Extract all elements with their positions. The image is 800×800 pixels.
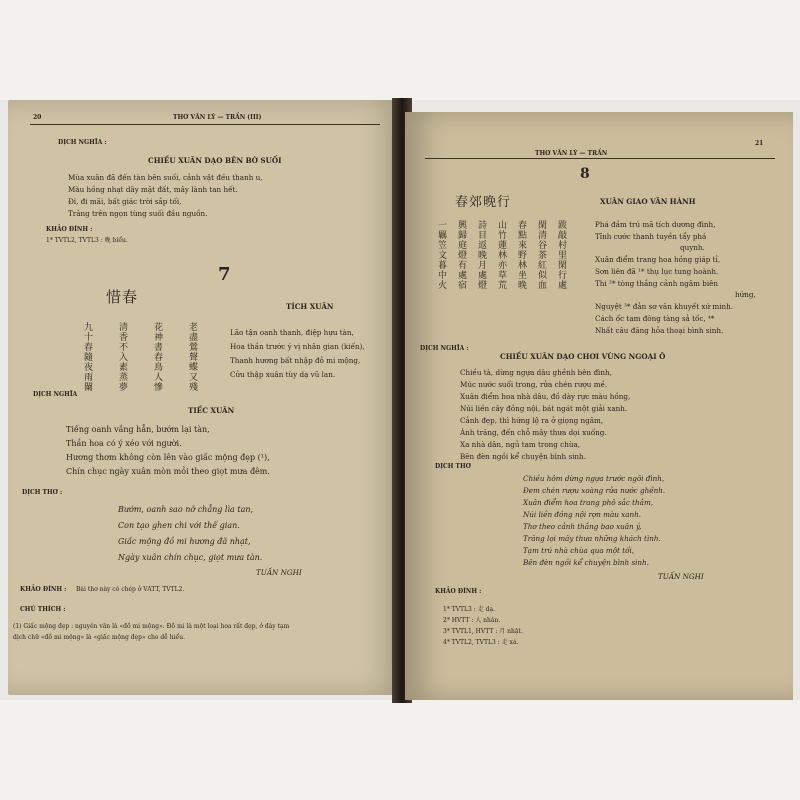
right-poem-line: Xuân điểm hoa nhà dâu, đồ dày rực màu hồng, (460, 392, 631, 401)
poem1-line: Đi, đi mãi, bất giác trời sắp tối, (68, 197, 182, 206)
right-tho-line: Tạm trú nhà chùa qua một tối, (523, 546, 635, 555)
right-reading-line: Sơn liên đã ¹* thụ lục tung hoành. (595, 267, 719, 276)
right-reading-line: quynh. (680, 243, 705, 252)
right-tho-line: Trăng lọi mây thưa những khách tình. (523, 534, 661, 543)
han-column: 九十春隨夜雨闌 (82, 322, 92, 392)
reading-line: Lão tận oanh thanh, điệp hựu tàn, (230, 328, 354, 337)
right-poem-line: Núi liền cây đồng nội, bát ngát một giải xanh. (460, 404, 628, 413)
section-number-7: 7 (218, 264, 231, 285)
right-poem-line: Ánh trăng, đến chỗ mây thưa dọi xuống. (460, 428, 607, 437)
khao-dinh-label-2: KHẢO ĐÍNH : (20, 586, 67, 593)
poem2-line: Thần hoa có ý xéo với người. (66, 439, 182, 448)
right-header-rule (425, 158, 775, 159)
right-note: 4* TVTL2, TVTL3 : 走 xá. (443, 639, 519, 646)
poem1-line: Màu hồng nhạt dãy mặt đất, mây lành tan hết. (68, 185, 238, 194)
right-page (405, 112, 793, 700)
khao-dinh-text: Bài thơ này có chép ở VATT, TVTL2. (76, 586, 185, 593)
background-bottom (0, 700, 800, 800)
right-viet-title: XUÂN GIAO VÃN HÀNH (600, 197, 696, 206)
translator: TUẤN NGHI (256, 568, 302, 577)
right-han-column: 一羈笠文暮中火 (436, 220, 446, 290)
right-tho-line: Đem chén rượu xoàng rửa nước ghềnh. (523, 486, 666, 495)
right-tho-line: Xuân điểm hoa trang phô sắc thắm, (523, 498, 654, 507)
reading-line: Thanh hương bất nhập đỏ mi mộng, (230, 356, 361, 365)
left-header-rule (30, 124, 380, 125)
han-column: 清香不入素蒸夢 (117, 322, 127, 392)
right-han-column: 詩目返晚月處燈 (476, 220, 486, 290)
right-reading-line: Phá đầm trú mã tích dương đình, (595, 220, 716, 229)
dich-nghia-label-2: DỊCH NGHĨA (33, 391, 78, 398)
right-tho-line: Bên đèn ngồi kể chuyện bình sinh. (523, 558, 649, 567)
right-tho-line: Thơ theo cảnh thắng bao xuân ý, (523, 522, 642, 531)
right-poem-line: Múc nước suối trong, rửa chén rượu mề. (460, 380, 608, 389)
right-khao-dinh-label: KHẢO ĐÍNH : (435, 588, 482, 595)
right-page-header: THƠ VĂN LÝ — TRẦN (535, 150, 608, 157)
right-poem-title: CHIỀU XUÂN DẠO CHƠI VÙNG NGOẠI Ô (500, 352, 666, 361)
poem1-line: Mùa xuân đã đến tàn bên suối, cảnh vật đều thanh u, (68, 173, 263, 182)
right-han-column: 春點來野林坐晚 (516, 220, 526, 290)
right-han-column: 閑清谷茶紅似血 (536, 220, 546, 290)
footnote-line: dịch chữ «đồ mi mộng» là «giấc mộng đẹp» cho dễ hiểu. (13, 634, 186, 641)
reading-line: Hoa thần trước ý vị nhân gian (kiến), (230, 342, 365, 351)
chu-thich-label: CHÚ THÍCH : (20, 606, 66, 613)
tho-line: Con tạo ghen chi với thế gian. (118, 521, 240, 530)
right-reading-line: Nhất câu đăng hỏa thoại bình sinh. (595, 326, 724, 335)
right-reading-line: Xuân điểm trang hoa hồng giáp tỉ, (595, 255, 721, 264)
dich-tho-label: DỊCH THƠ : (22, 489, 63, 496)
han-column: 花神書春鳥人慘 (152, 322, 162, 392)
right-page-number: 21 (755, 140, 764, 147)
right-han-column: 興歸庭燈有處宿 (456, 220, 466, 290)
poem2-line: Chín chục ngày xuân mòn mỏi theo giọt mưa đêm. (66, 467, 270, 476)
left-page-number: 20 (33, 114, 42, 121)
right-dich-nghia-label: DỊCH NGHĨA : (420, 345, 469, 352)
right-note: 2* HVTT : 人 nhân. (443, 617, 501, 624)
right-tho-line: Chiều hôm dừng ngựa trước ngôi đình, (523, 474, 665, 483)
khao-dinh-note: 1* TVTL2, TVTL3 : 晚 biểu. (46, 237, 128, 244)
left-page (8, 100, 403, 695)
khao-dinh-label: KHẢO ĐÍNH : (46, 226, 93, 233)
right-dich-tho-label: DỊCH THƠ (435, 463, 471, 470)
left-page-header: THƠ VĂN LÝ — TRẦN (III) (173, 114, 262, 121)
right-note: 3* TVTL1, HVTT : 月 nhật. (443, 628, 523, 635)
right-translator: TUẤN NGHI (658, 572, 704, 581)
viet-title: TÍCH XUÂN (286, 302, 334, 311)
tho-line: Bướm, oanh sao nỡ chẳng lìa tan, (118, 505, 254, 514)
han-column: 老盡鶯聲蝶又殘 (187, 322, 197, 392)
poem2-title: TIẾC XUÂN (188, 406, 235, 415)
footnote-line: (1) Giấc mộng đẹp : nguyên văn là «đồ mi mộng». Đồ mi là một loại hoa rất đẹp, ở đây tạm (13, 623, 290, 630)
right-poem-line: Chiều tà, dừng ngựa dâu ghềnh bên đình, (460, 368, 612, 377)
right-poem-line: Xa nhà dân, ngủ tam trong chùa, (460, 440, 581, 449)
left-dich-nghia-label: DỊCH NGHĨA : (58, 139, 107, 146)
right-reading-line: Tĩnh cước thanh tuyền tẩy phá (595, 232, 707, 241)
right-note: 1* TVTL3 : 走 dạ. (443, 606, 495, 613)
right-reading-line: Thi ²* tòng thắng cảnh ngâm biên (595, 279, 719, 288)
right-han-column: 跋敲村里閑行處 (556, 220, 566, 290)
right-reading-line: Nguyệt ³* đản sơ vân khuyết xứ minh. (595, 302, 734, 311)
right-reading-line: Cách ốc tam đông tàng sả tốc, ⁴* (595, 314, 715, 323)
background-top (0, 0, 800, 100)
poem1-title: CHIỀU XUÂN DẠO BÊN BỜ SUỐI (148, 156, 282, 165)
right-poem-line: Bên đèn ngồi kể chuyện bình sinh. (460, 452, 586, 461)
reading-line: Cửu thập xuân tùy dạ vũ lan. (230, 370, 336, 379)
right-reading-line: hứng, (735, 290, 756, 299)
poem1-line: Trăng trên ngọn tùng suối đầu nguồn. (68, 209, 208, 218)
right-tho-line: Núi liền đồng nội rợn màu xanh. (523, 510, 642, 519)
right-poem-line: Cảnh đẹp, thì hứng lộ ra ở giọng ngâm, (460, 416, 604, 425)
poem2-line: Tiếng oanh vắng hẳn, bướm lại tàn, (66, 425, 210, 434)
han-title: 惜春 (106, 288, 139, 306)
poem2-line: Hương thơm không còn lên vào giấc mộng đẹp (¹), (66, 453, 270, 462)
tho-line: Ngày xuân chín chục, giọt mưa tàn. (118, 553, 263, 562)
tho-line: Giấc mộng đồ mi hương đã nhạt, (118, 537, 251, 546)
right-han-column: 山竹蓮林亦草荒 (496, 220, 506, 290)
section-number-8: 8 (580, 166, 590, 182)
right-han-title: 春郊晚行 (455, 195, 512, 210)
